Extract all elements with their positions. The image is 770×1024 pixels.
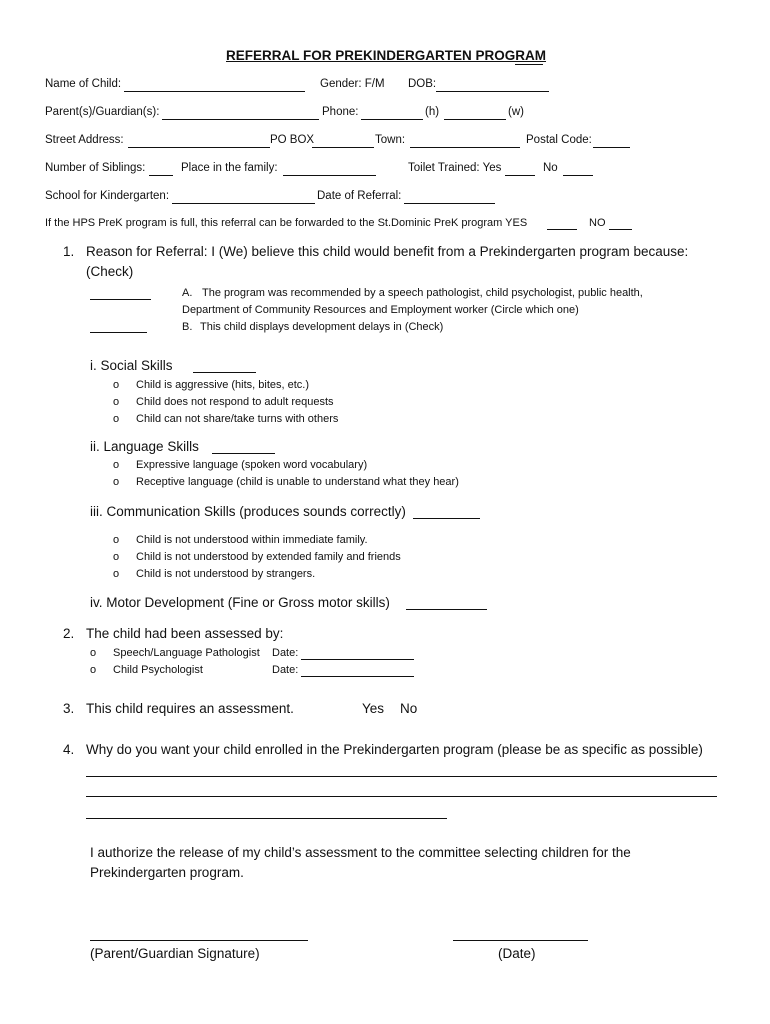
forward-no-field[interactable] bbox=[609, 229, 632, 230]
signature-label: (Parent/Guardian Signature) bbox=[90, 946, 260, 961]
q3-no-option[interactable]: No bbox=[400, 701, 418, 716]
toilet-no-label: No bbox=[543, 162, 558, 174]
school-label: School for Kindergarten: bbox=[45, 190, 170, 202]
social-skills-heading: i. Social Skills bbox=[90, 358, 173, 373]
communication-item: Child is not understood by strangers. bbox=[136, 568, 316, 580]
dob-field[interactable] bbox=[436, 91, 549, 92]
q3-number: 3. bbox=[63, 701, 75, 716]
language-item: Expressive language (spoken word vocabulary) bbox=[136, 459, 368, 471]
q4-answer-line[interactable] bbox=[86, 796, 717, 797]
language-skills-field[interactable] bbox=[212, 453, 275, 454]
siblings-field[interactable] bbox=[149, 175, 173, 176]
phone-home-field[interactable] bbox=[361, 119, 423, 120]
dob-label: DOB: bbox=[408, 78, 437, 90]
q1-b-label: B. bbox=[182, 321, 193, 333]
communication-skills-heading: iii. Communication Skills (produces sounds correctly) bbox=[90, 504, 406, 519]
q1-a-check-field[interactable] bbox=[90, 299, 151, 300]
bullet-icon: o bbox=[113, 459, 120, 471]
social-item: Child is aggressive (hits, bites, etc.) bbox=[136, 379, 310, 391]
bullet-icon: o bbox=[90, 664, 97, 676]
q1-a-line1: The program was recommended by a speech pathologist, child psychologist, public health, bbox=[202, 287, 643, 299]
q1-text-line1: Reason for Referral: I (We) believe this child would benefit from a Prekindergarten program because: bbox=[86, 244, 689, 259]
communication-item: Child is not understood within immediate family. bbox=[136, 534, 368, 546]
bullet-icon: o bbox=[113, 568, 120, 580]
language-item: Receptive language (child is unable to understand what they hear) bbox=[136, 476, 459, 488]
postal-label: Postal Code: bbox=[526, 134, 592, 146]
phone-work-label: (w) bbox=[508, 106, 524, 118]
q2-number: 2. bbox=[63, 626, 75, 641]
q2-item-label: Speech/Language Pathologist bbox=[113, 647, 260, 659]
q1-b-check-field[interactable] bbox=[90, 332, 147, 333]
motor-development-heading: iv. Motor Development (Fine or Gross motor skills) bbox=[90, 595, 390, 610]
q3-yes-option[interactable]: Yes bbox=[362, 701, 385, 716]
social-item: Child can not share/take turns with others bbox=[136, 413, 339, 425]
q1-b-line1: This child displays development delays in (Check) bbox=[200, 321, 444, 333]
bullet-icon: o bbox=[113, 476, 120, 488]
social-item: Child does not respond to adult requests bbox=[136, 396, 334, 408]
place-field[interactable] bbox=[283, 175, 376, 176]
q2-date-field[interactable] bbox=[301, 659, 414, 660]
q2-text: The child had been assessed by: bbox=[86, 626, 284, 641]
q4-number: 4. bbox=[63, 742, 75, 757]
phone-work-field[interactable] bbox=[444, 119, 506, 120]
toilet-label: Toilet Trained: Yes bbox=[408, 162, 502, 174]
name-of-child-field[interactable] bbox=[124, 91, 305, 92]
bullet-icon: o bbox=[113, 413, 120, 425]
q2-date-field[interactable] bbox=[301, 676, 414, 677]
name-of-child-label: Name of Child: bbox=[45, 78, 122, 90]
q4-text: Why do you want your child enrolled in the Prekindergarten program (please be as specific as possible) bbox=[86, 742, 703, 757]
town-label: Town: bbox=[375, 134, 406, 146]
date-referral-field[interactable] bbox=[404, 203, 495, 204]
town-field[interactable] bbox=[410, 147, 520, 148]
authorize-line2: Prekindergarten program. bbox=[90, 865, 244, 880]
bullet-icon: o bbox=[113, 551, 120, 563]
parents-field[interactable] bbox=[162, 119, 319, 120]
pobox-field[interactable] bbox=[312, 147, 374, 148]
forward-no-label: NO bbox=[589, 217, 606, 229]
signature-line[interactable] bbox=[90, 940, 308, 941]
forward-text: If the HPS PreK program is full, this referral can be forwarded to the St.Dominic PreK program YES bbox=[45, 217, 528, 229]
social-skills-field[interactable] bbox=[193, 372, 256, 373]
bullet-icon: o bbox=[90, 647, 97, 659]
q1-number: 1. bbox=[63, 244, 75, 259]
phone-label: Phone: bbox=[322, 106, 359, 118]
siblings-label: Number of Siblings: bbox=[45, 162, 146, 174]
q2-item-label: Child Psychologist bbox=[113, 664, 203, 676]
pobox-label: PO BOX bbox=[270, 134, 315, 146]
motor-development-field[interactable] bbox=[406, 609, 487, 610]
q1-a-label: A. bbox=[182, 287, 193, 299]
bullet-icon: o bbox=[113, 396, 120, 408]
school-field[interactable] bbox=[172, 203, 315, 204]
q4-answer-line[interactable] bbox=[86, 818, 447, 819]
gender-label: Gender: F/M bbox=[320, 78, 385, 90]
phone-home-label: (h) bbox=[425, 106, 440, 118]
authorize-line1: I authorize the release of my child’s assessment to the committee selecting children for the bbox=[90, 845, 631, 860]
q3-text: This child requires an assessment. bbox=[86, 701, 294, 716]
signature-date-label: (Date) bbox=[498, 946, 536, 961]
street-field[interactable] bbox=[128, 147, 270, 148]
forward-yes-field[interactable] bbox=[547, 229, 577, 230]
street-label: Street Address: bbox=[45, 134, 124, 146]
communication-skills-field[interactable] bbox=[413, 518, 480, 519]
q2-item-date-label: Date: bbox=[272, 664, 299, 676]
place-label: Place in the family: bbox=[181, 162, 278, 174]
toilet-no-field[interactable] bbox=[563, 175, 593, 176]
q1-text-line2: (Check) bbox=[86, 264, 134, 279]
communication-item: Child is not understood by extended family and friends bbox=[136, 551, 401, 563]
signature-date-line[interactable] bbox=[453, 940, 588, 941]
title-underline bbox=[515, 64, 543, 65]
q2-item-date-label: Date: bbox=[272, 647, 299, 659]
bullet-icon: o bbox=[113, 379, 120, 391]
bullet-icon: o bbox=[113, 534, 120, 546]
postal-field[interactable] bbox=[593, 147, 630, 148]
language-skills-heading: ii. Language Skills bbox=[90, 439, 199, 454]
toilet-yes-field[interactable] bbox=[505, 175, 535, 176]
date-referral-label: Date of Referral: bbox=[317, 190, 402, 202]
q1-a-line2: Department of Community Resources and Employment worker (Circle which one) bbox=[182, 304, 579, 316]
page-title: REFERRAL FOR PREKINDERGARTEN PROGRAM bbox=[226, 48, 547, 63]
parents-label: Parent(s)/Guardian(s): bbox=[45, 106, 160, 118]
q4-answer-line[interactable] bbox=[86, 776, 717, 777]
